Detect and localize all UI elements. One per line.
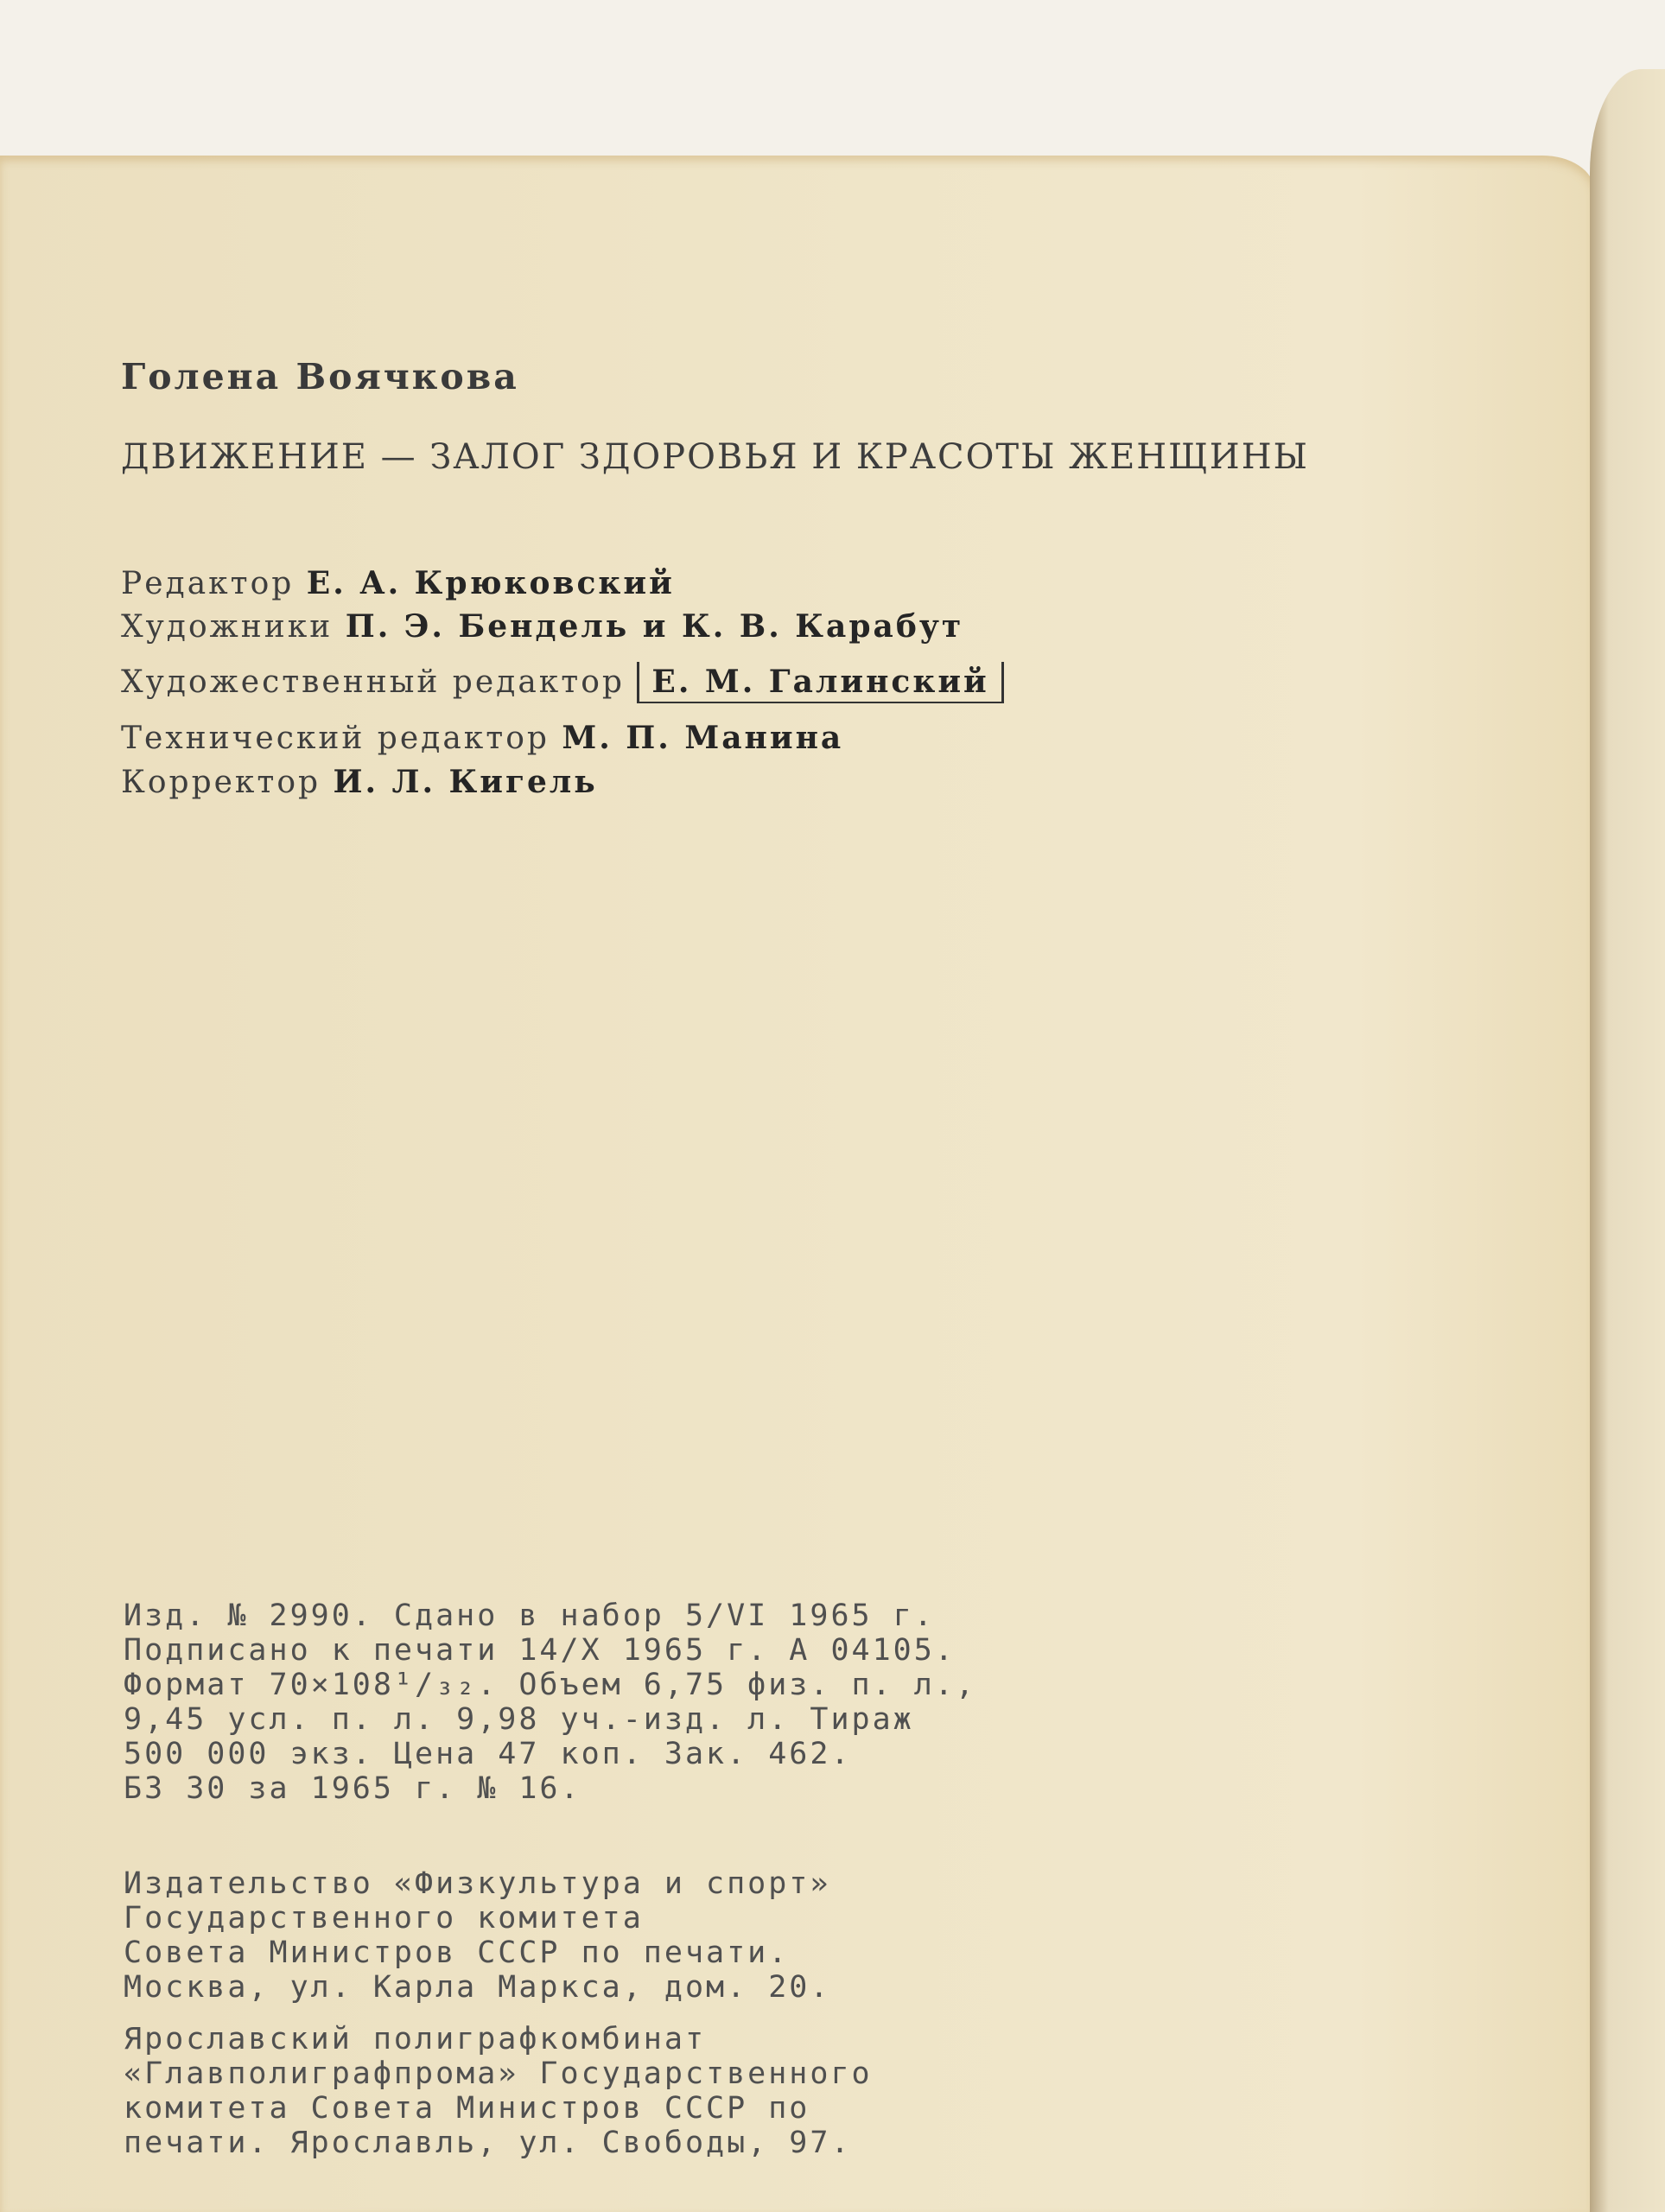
imprint-line: Подписано к печати 14/X 1965 г. А 04105. (124, 1633, 956, 1668)
credit-proofreader (121, 764, 598, 800)
credit-name: П. Э. Бендель и К. В. Карабут (345, 608, 964, 645)
credit-artists (121, 608, 963, 645)
publisher-line: Государственного комитета (124, 1901, 644, 1936)
credit-name: И. Л. Кигель (333, 764, 598, 800)
imprint-line: 9,45 усл. п. л. 9,98 уч.-изд. л. Тираж (124, 1702, 914, 1737)
author-name: Голена Воячкова (121, 356, 519, 397)
imprint-line: Формат 70×108¹/₃₂. Объем 6,75 физ. п. л., (124, 1668, 976, 1702)
credit-role: Художники (121, 609, 334, 645)
publisher-line: Совета Министров СССР по печати. (124, 1936, 790, 1970)
next-page-edge (1590, 69, 1665, 2212)
imprint-line: 500 000 экз. Цена 47 коп. Зак. 462. (124, 1737, 852, 1771)
imprint-line: Изд. № 2990. Сдано в набор 5/VI 1965 г. (124, 1599, 935, 1633)
printer-line: комитета Совета Министров СССР по (124, 2091, 810, 2126)
credit-editor (121, 565, 675, 601)
imprint-line: БЗ 30 за 1965 г. № 16. (124, 1771, 581, 1806)
publisher-line: Издательство «Физкультура и спорт» (124, 1866, 831, 1901)
credit-name-boxed: Е. М. Галинский (637, 662, 1003, 703)
printer-line: печати. Ярославль, ул. Свободы, 97. (124, 2126, 852, 2160)
credit-role: Художественный редактор (121, 664, 625, 700)
credit-role: Технический редактор (121, 721, 550, 756)
credit-name: М. П. Манина (562, 720, 844, 756)
book-title: ДВИЖЕНИЕ — ЗАЛОГ ЗДОРОВЬЯ И КРАСОТЫ ЖЕНЩИНЫ (121, 437, 1309, 477)
printer-line: Ярославский полиграфкомбинат (124, 2022, 707, 2056)
credit-name: Е. А. Крюковский (306, 565, 675, 601)
credit-tech-editor (121, 720, 843, 756)
credit-art-editor (121, 662, 1004, 703)
credit-role: Корректор (121, 765, 321, 800)
credit-role: Редактор (121, 566, 295, 601)
publisher-line: Москва, ул. Карла Маркса, дом. 20. (124, 1970, 831, 2005)
printer-line: «Главполиграфпрома» Государственного (124, 2056, 873, 2091)
